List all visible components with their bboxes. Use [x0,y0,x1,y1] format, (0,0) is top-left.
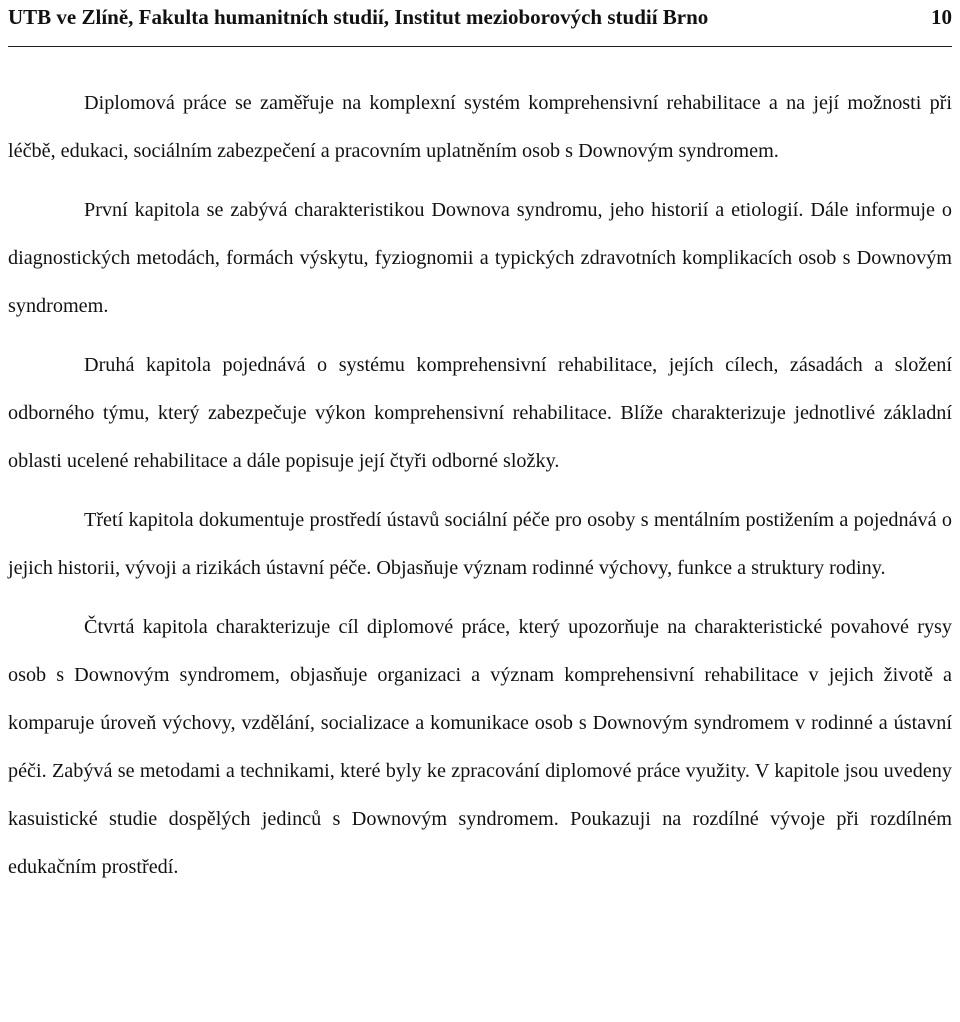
page-number: 10 [931,5,952,29]
document-page [8,0,952,902]
body-text [8,79,952,891]
paragraph-chapter-4: Čtvrtá kapitola charakterizuje cíl diplomové práce, který upozorňuje na charakteristické povahové rysy osob s Downovým syndromem, objasňuje organizaci a význam komprehensivní rehabilitace v jejich životě a komparuje úroveň výchovy, vzdělání, socializace a komunikace osob s Downovým syndromem v rodinné a ústavní péči. Zabývá se metodami a technikami, které byly ke zpracování diplomové práce využity. V kapitole jsou uvedeny kasuistické studie dospělých jedinců s Downovým syndromem. Poukazuji na rozdílné vývoje při rozdílném edukačním prostředí. [8,616,952,878]
paragraph-chapter-2: Druhá kapitola pojednává o systému komprehensivní rehabilitace, jejích cílech, zásadách a složení odborného týmu, který zabezpečuje výkon komprehensivní rehabilitace. Blíže charakterizuje jednotlivé základní oblasti ucelené rehabilitace a dále popisuje její čtyři odborné složky. [8,354,952,472]
running-header [8,0,952,47]
paragraph-chapter-1: První kapitola se zabývá charakteristikou Downova syndromu, jeho historií a etiologií. Dále informuje o diagnostických metodách, formách výskytu, fyziognomii a typických zdravotních komplikacích osob s Downovým syndromem. [8,199,952,317]
header-title: UTB ve Zlíně, Fakulta humanitních studií, Institut mezioborových studií Brno [8,5,709,29]
paragraph-intro: Diplomová práce se zaměřuje na komplexní systém komprehensivní rehabilitace a na její možnosti při léčbě, edukaci, sociálním zabezpečení a pracovním uplatněním osob s Downovým syndromem. [8,92,952,162]
paragraph-chapter-3: Třetí kapitola dokumentuje prostředí ústavů sociální péče pro osoby s mentálním postižením a pojednává o jejich historii, vývoji a rizikách ústavní péče. Objasňuje význam rodinné výchovy, funkce a struktury rodiny. [8,509,952,579]
